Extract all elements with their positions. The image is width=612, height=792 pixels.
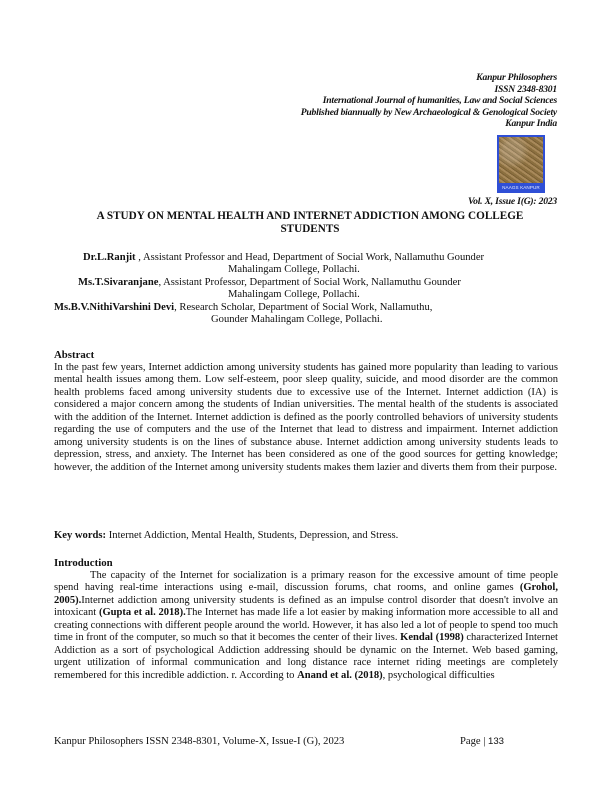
author-separator: , xyxy=(174,301,180,313)
logo-label: NAAGS KANPUR xyxy=(502,185,540,190)
author-entry xyxy=(54,302,558,314)
journal-masthead xyxy=(301,72,557,130)
author-separator: , xyxy=(135,252,143,263)
article-title-line-2: STUDENTS xyxy=(280,223,340,235)
page-number: 133 xyxy=(488,736,505,747)
intro-text: The Internet has made life a lot easier by making information more accessible to all and creating connections with different people around the world. However, it has also led a lot of people to spend too much time in front of the computer, so much so that it becomes the center of their lives. xyxy=(54,607,558,644)
citation-kendal: Kendal (1998) xyxy=(400,632,464,644)
citation-grohol: (Grohol, 2005). xyxy=(54,582,558,606)
author-affiliation-cont: Mahalingam College, Pollachi. xyxy=(228,289,360,301)
citation-anand: Anand et al. (2018) xyxy=(297,669,383,681)
author-affiliation: Assistant Professor, Department of Social Work, Nallamuthu Gounder xyxy=(163,276,461,288)
author-name: Dr.L.Ranjit xyxy=(83,252,136,263)
footer-citation: Kanpur Philosophers ISSN 2348-8301, Volume-X, Issue-I (G), 2023 xyxy=(54,736,345,747)
naags-logo xyxy=(497,135,545,193)
journal-publisher: Published biannually by New Archaeological & Genological Society xyxy=(300,106,557,118)
keywords xyxy=(54,530,398,541)
coin-emblem-icon xyxy=(499,137,543,183)
introduction-heading: Introduction xyxy=(54,557,113,569)
author-affiliation-cont: Gounder Mahalingam College, Pollachi. xyxy=(211,314,383,326)
author-name: Ms.B.V.NithiVarshini Devi xyxy=(54,301,175,313)
author-list xyxy=(54,252,558,326)
author-affiliation: Assistant Professor and Head, Department of Social Work, Nallamuthu Gounder xyxy=(142,252,485,263)
introduction-body xyxy=(54,570,558,682)
page-label: Page | xyxy=(460,736,489,747)
author-separator: , xyxy=(158,276,164,288)
author-entry xyxy=(54,277,558,289)
introduction-paragraph xyxy=(54,570,558,682)
journal-full-title: International Journal of humanities, Law and Social Sciences xyxy=(322,95,557,107)
abstract-heading: Abstract xyxy=(54,349,95,361)
page-indicator xyxy=(460,736,504,747)
keywords-label: Key words: xyxy=(54,530,107,541)
journal-location: Kanpur India xyxy=(505,118,557,130)
citation-gupta: (Gupta et al. 2018). xyxy=(98,607,186,619)
article-title xyxy=(60,210,560,236)
journal-name: Kanpur Philosophers xyxy=(476,72,557,83)
journal-issn: ISSN 2348-8301 xyxy=(494,83,557,95)
author-affiliation: Research Scholar, Department of Social Work, Nallamuthu, xyxy=(179,301,433,313)
author-name: Ms.T.Sivaranjane xyxy=(78,276,159,288)
author-entry xyxy=(54,252,558,264)
abstract-body xyxy=(54,362,558,474)
volume-issue: Vol. X, Issue I(G): 2023 xyxy=(467,196,557,207)
abstract-text: In the past few years, Internet addiction among university students has gained more popularity than leading to various mental health issues among them. Low self-esteem, poor sleep quality, suicide, and mood disorder are the common health problems faced among university students due to excessive use of the Internet. Internet addiction (IA) is considered a major concern among the students of Indian universities. The mental health of the students is associated with the addition of the Internet. Internet addiction is defined as the poorly controlled behaviors of university students regarding the use of computers and the use of the Internet that lead to distress and impairment. Internet addiction among university students is on the lines of substance abuse. Internet addiction among university students leads to depression, stress, and anxiety. The Internet has been considered as one of the good sources for getting knowledge; however, the addition of the Internet among university students makes them lazier and diverts them from their purpose. xyxy=(54,362,558,473)
intro-text: Internet addiction among university students is defined as an impulse control disorder that doesn't involve an intoxicant xyxy=(54,594,558,619)
intro-text: characterized Internet Addiction as a sort of psychological Addiction addressing should be dynamic on the Internet. Web based gaming, urgent utilization of informal communication and long distance race internet riding meetings are completely remembered for this incredible addiction. r. According to xyxy=(54,632,558,681)
intro-text: , psychological difficulties xyxy=(382,669,495,681)
article-title-line-1: A STUDY ON MENTAL HEALTH AND INTERNET ADDICTION AMONG COLLEGE xyxy=(96,210,524,222)
intro-text: The capacity of the Internet for socialization is a primary reason for the excessive amount of time people spend having real-time interactions using e-mail, discussion forums, chat rooms, and online games xyxy=(54,570,558,594)
keywords-text: Internet Addiction, Mental Health, Students, Depression, and Stress. xyxy=(106,530,399,541)
author-affiliation-cont: Mahalingam College, Pollachi. xyxy=(228,264,360,276)
